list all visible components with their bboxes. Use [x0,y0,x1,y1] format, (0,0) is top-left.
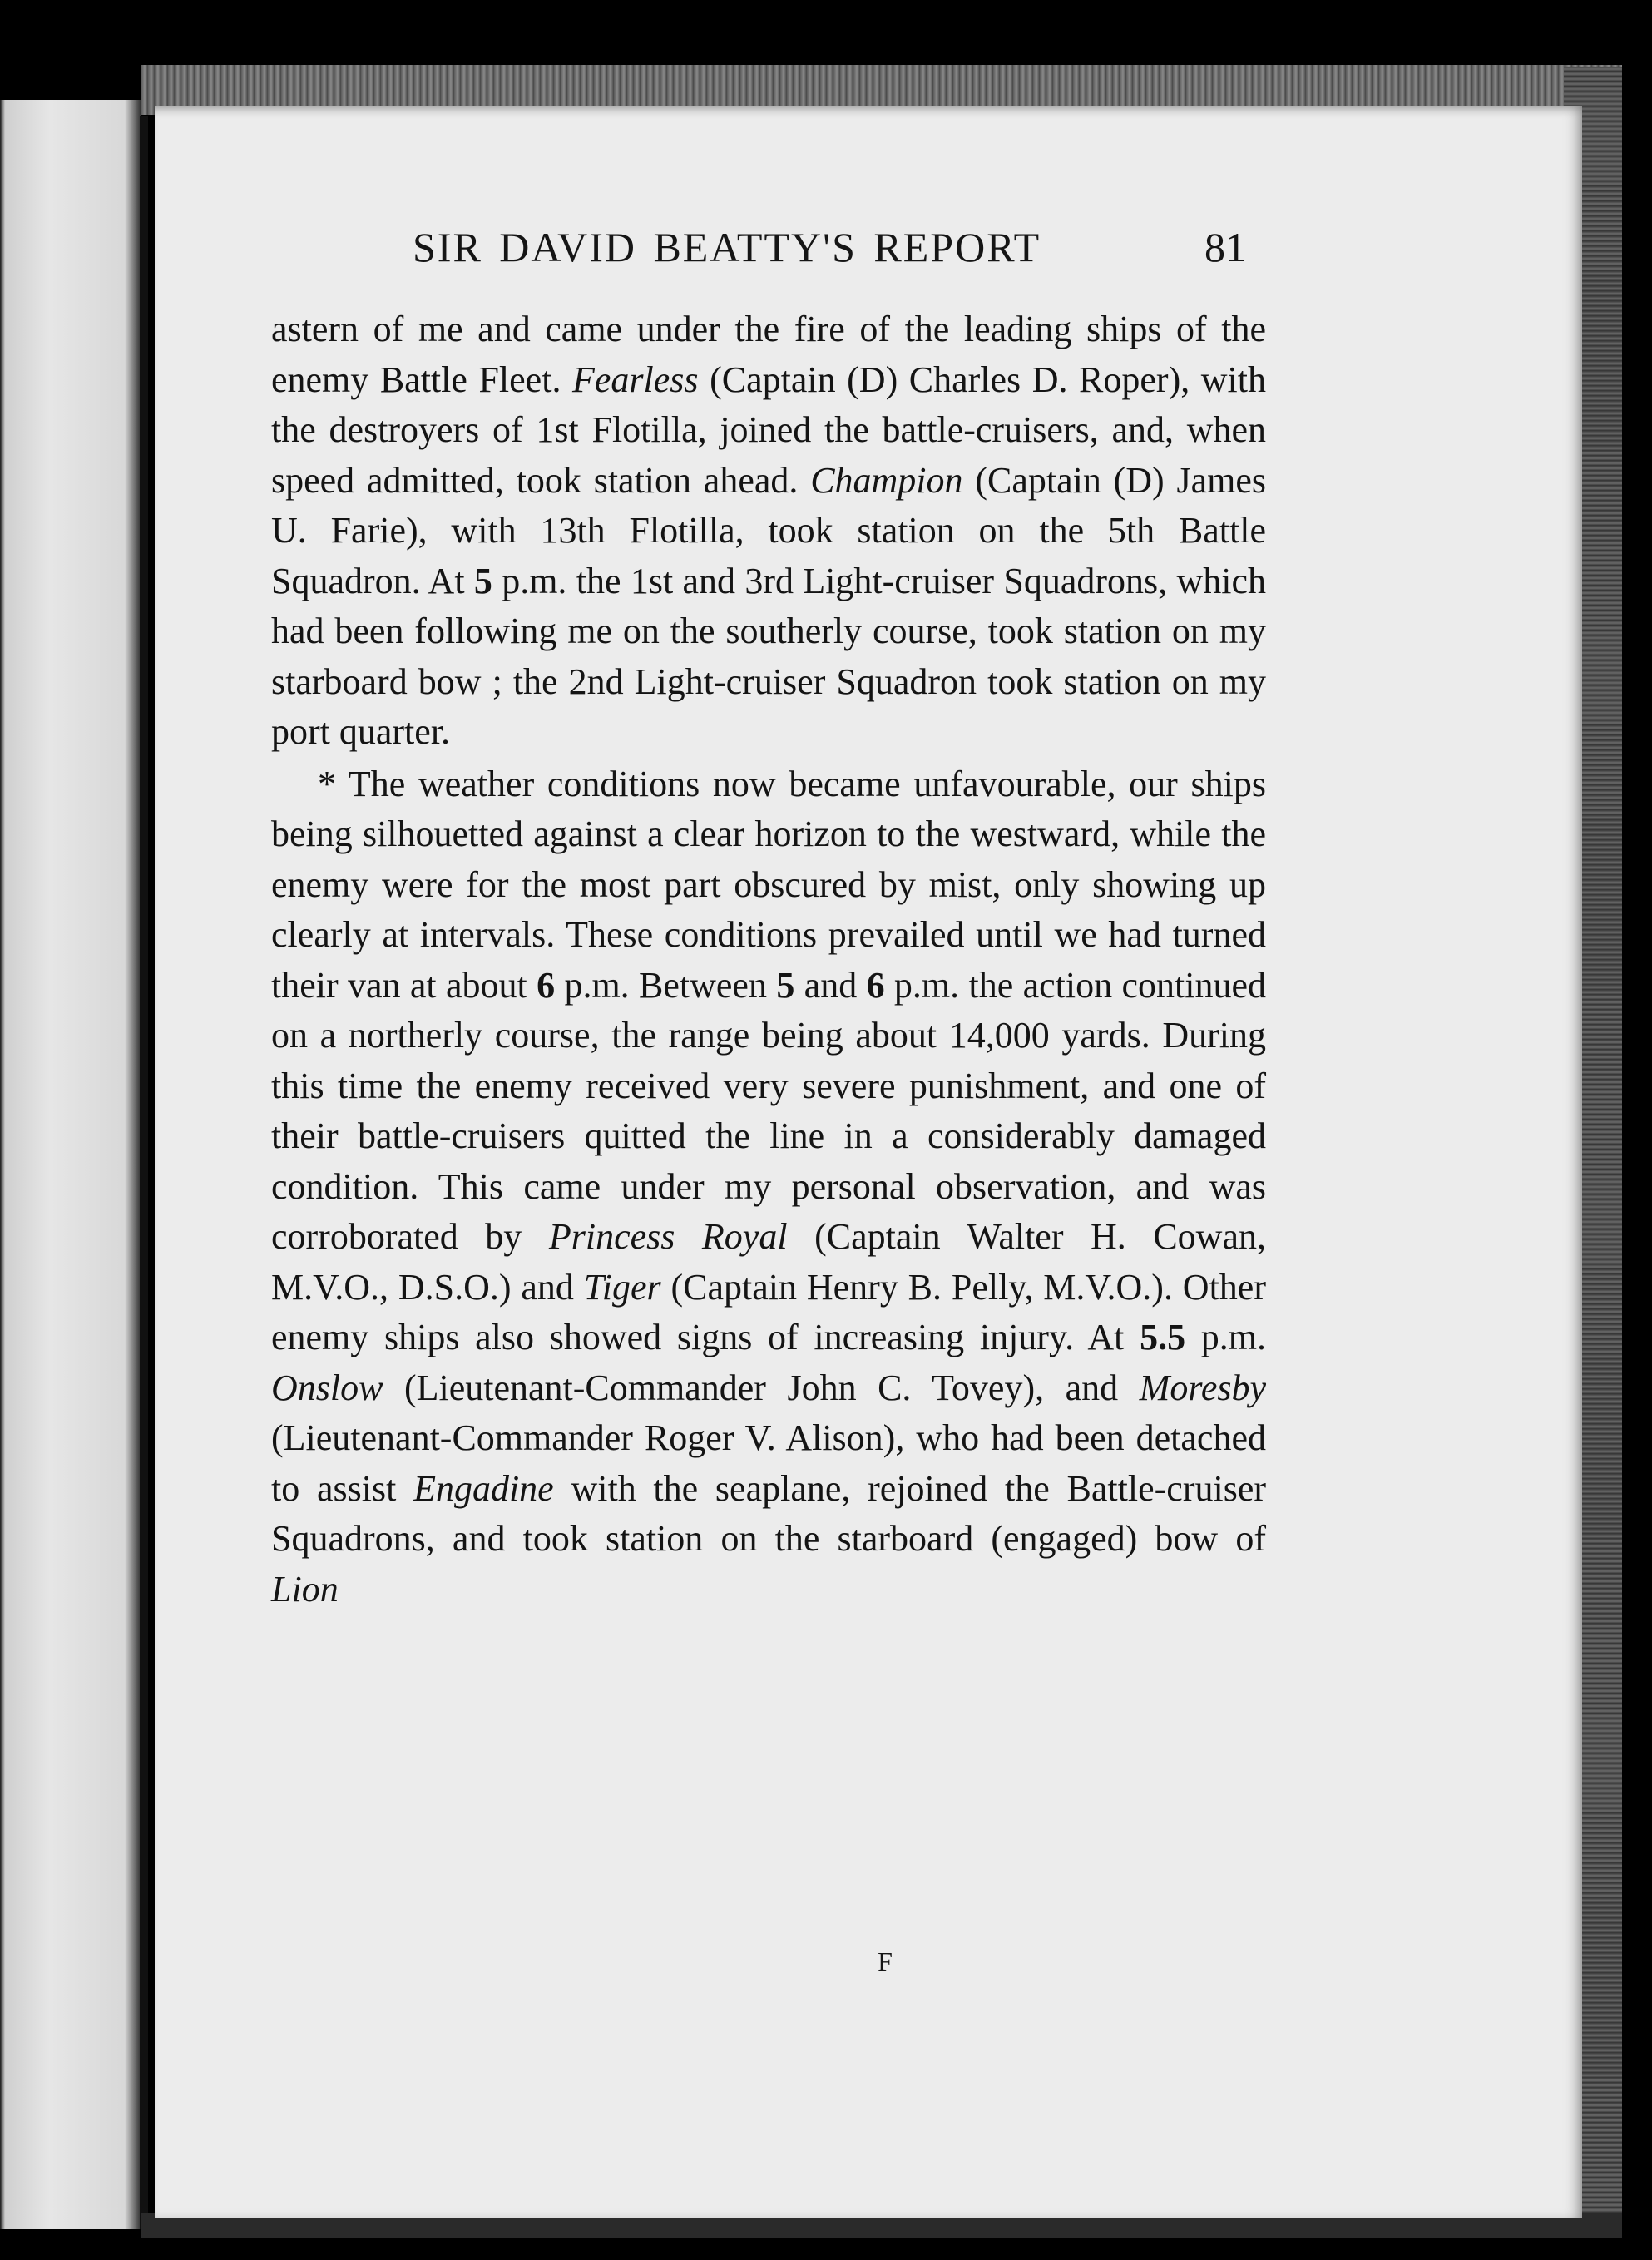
text-run: p.m. Between [555,964,777,1006]
text-run: and [794,964,867,1006]
gutter-shadow [140,116,148,2229]
book-page [155,106,1582,2218]
ship-name: Fearless [572,359,699,400]
ship-name: Engadine [413,1467,554,1509]
text-run: with the seaplane, rejoined the Battle-cruiser Squadrons, and took station on the starboard (engaged) bow of [271,1467,1266,1559]
ship-name: Moresby [1139,1367,1266,1408]
text-run: (Captain Walter H. Cowan, M.V.O., D.S.O.) and [271,1216,1266,1308]
page-header [155,223,1582,281]
previous-page-edge [0,100,141,2229]
page-number: 81 [1204,224,1246,270]
text-run: (Lieutenant-Commander Roger V. Alison), who had been detached to assist [271,1417,1266,1509]
text-run: p.m. [1185,1317,1266,1357]
text-run: p.m. the action continued on a northerly course, the range being about 14,000 yards. During this time the enemy received very severe punishment, and one of their battle-cruisers quitted the line in a considerably damaged condition. This came under my personal observation, and was corroborated by [271,964,1266,1257]
time-figure: 5 [776,964,795,1006]
text-run: (Lieutenant-Commander John C. Tovey), and [383,1367,1140,1408]
ship-name: Lion [271,1568,339,1610]
text-run: astern of me and came under the fire of the leading ships of the enemy Battle Fleet. [271,309,1266,400]
text-run: p.m. the 1st and 3rd Light-cruiser Squadrons, which had been following me on the southerly course, took station on my starboard bow ; the 2nd Light-cruiser Squadron took station on my port quarter. [271,560,1266,752]
text-run: * The weather conditions now became unfavourable, our ships being silhouetted against a clear horizon to the westward, while the enemy were for the most part obscured by mist, only showing up clearly at intervals. These conditions prevailed until we had turned their van at about [271,763,1266,1006]
signature-mark: F [878,1946,893,1976]
paragraph [271,759,1266,1615]
time-figure: 6 [866,964,885,1006]
ship-name: Champion [810,459,963,501]
paragraph [271,304,1266,758]
ship-name: Tiger [583,1266,661,1308]
ship-name: Princess Royal [548,1216,788,1257]
text-run: (Captain Henry B. Pelly, M.V.O.). Other enemy ships also showed signs of increasing injury. At [271,1266,1266,1357]
time-figure: 6 [537,964,556,1006]
running-head: SIR DAVID BEATTY'S REPORT [413,224,1041,270]
ship-name: Onslow [271,1367,383,1408]
body-text [271,304,1266,1615]
text-run: (Captain (D) Charles D. Roper), with the destroyers of 1st Flotilla, joined the battle-cruisers, and, when speed admitted, took station ahead. [271,359,1266,501]
text-run: (Captain (D) James U. Farie), with 13th Flotilla, took station on the 5th Battle Squadron. At [271,459,1267,601]
time-figure: 5 [473,560,492,601]
time-figure: 5.5 [1140,1317,1186,1357]
